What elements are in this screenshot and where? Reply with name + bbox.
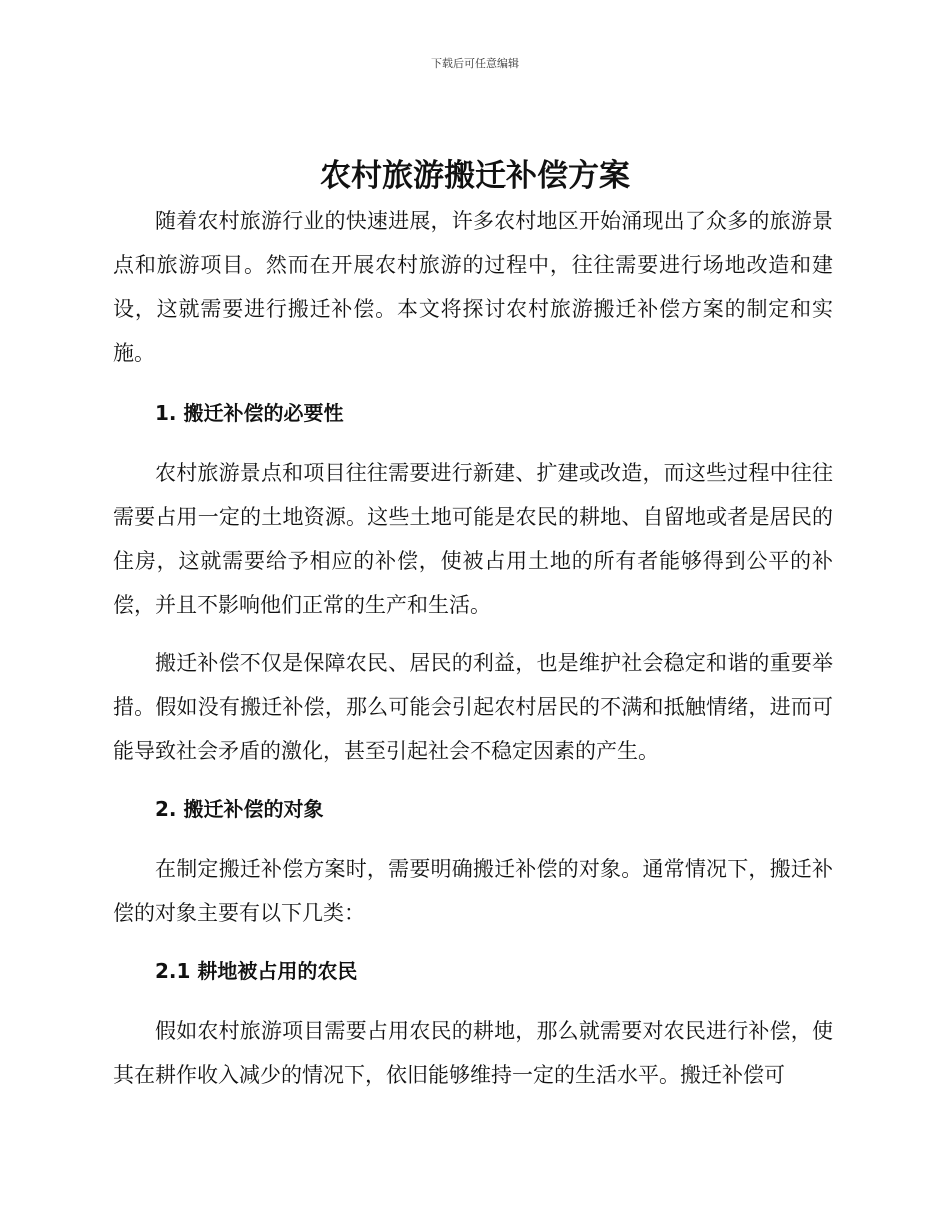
necessity-paragraph-2: 搬迁补偿不仅是保障农民、居民的利益，也是维护社会稳定和谐的重要举措。假如没有搬迁补偿，那么可能会引起农村居民的不满和抵触情绪，进而可能导致社会矛盾的激化，甚至引起社会不稳定因素的产生。: [113, 651, 833, 763]
document-title: 农村旅游搬迁补偿方案: [320, 158, 630, 194]
intro-paragraph: 随着农村旅游行业的快速进展，许多农村地区开始涌现出了众多的旅游景点和旅游项目。然而在开展农村旅游的过程中，往往需要进行场地改造和建设，这就需要进行搬迁补偿。本文将探讨农村旅游搬迁补偿方案的制定和实施。: [113, 209, 833, 365]
section-heading-targets: 2. 搬迁补偿的对象: [155, 797, 324, 821]
targets-paragraph: 在制定搬迁补偿方案时，需要明确搬迁补偿的对象。通常情况下，搬迁补偿的对象主要有以下几类：: [113, 857, 833, 925]
header-note: 下载后可任意编辑: [431, 57, 519, 70]
section-heading-necessity: 1. 搬迁补偿的必要性: [155, 401, 344, 425]
farmland-paragraph: 假如农村旅游项目需要占用农民的耕地，那么就需要对农民进行补偿，使其在耕作收入减少的情况下，依旧能够维持一定的生活水平。搬迁补偿可: [113, 1019, 833, 1087]
necessity-paragraph-1: 农村旅游景点和项目往往需要进行新建、扩建或改造，而这些过程中往往需要占用一定的土地资源。这些土地可能是农民的耕地、自留地或者是居民的住房，这就需要给予相应的补偿，使被占用土地的所有者能够得到公平的补偿，并且不影响他们正常的生产和生活。: [113, 461, 833, 617]
subsection-heading-farmland: 2.1 耕地被占用的农民: [155, 959, 358, 983]
document-body: [113, 199, 833, 1097]
